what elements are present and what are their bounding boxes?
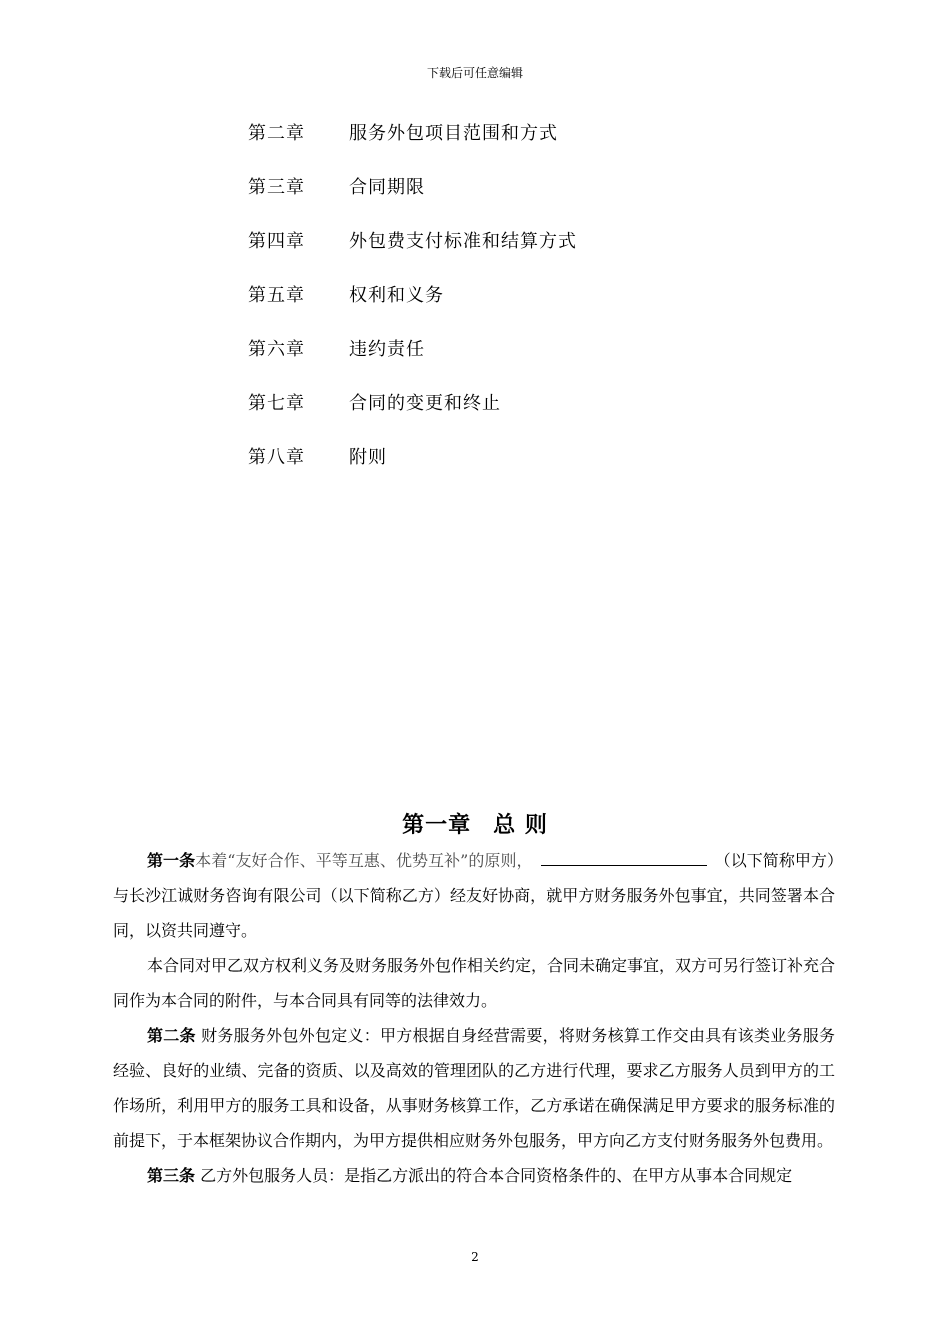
toc-chapter-number: 第六章 — [248, 339, 305, 360]
fill-in-blank — [541, 847, 707, 866]
article-paragraph — [113, 843, 835, 948]
toc-chapter-number: 第八章 — [248, 447, 305, 468]
article-text: 本着“友好合作、平等互惠、优势互补”的原则， — [195, 851, 533, 870]
toc-chapter-title: 权利和义务 — [349, 285, 444, 306]
chapter-heading — [0, 810, 950, 840]
toc-chapter-number: 第七章 — [248, 393, 305, 414]
page-header: 下载后可任意编辑 — [426, 66, 523, 80]
toc-chapter-title: 违约责任 — [349, 339, 425, 360]
toc-chapter-title: 附则 — [349, 447, 387, 468]
chapter-title: 总 则 — [493, 812, 548, 838]
article-paragraph — [113, 1158, 835, 1193]
toc-chapter-title: 服务外包项目范围和方式 — [349, 123, 558, 144]
toc-chapter-number: 第二章 — [248, 123, 305, 144]
toc-chapter-number: 第三章 — [248, 177, 305, 198]
document-body — [113, 843, 835, 1193]
toc-chapter-title: 合同的变更和终止 — [349, 393, 501, 414]
article-label: 第二条 — [147, 1026, 196, 1045]
article-text: （以下简称甲方）与长沙江诚财务咨询有限公司（以下简称乙方）经友好协商，就甲方财务服务外包事宜，共同签署本合同，以资共同遵守。 — [113, 851, 835, 940]
article-text: 财务服务外包外包定义：甲方根据自身经营需要，将财务核算工作交由具有该类业务服务经验、良好的业绩、完备的资质、以及高效的管理团队的乙方进行代理，要求乙方服务人员到甲方的工作场所，利用甲方的服务工具和设备，从事财务核算工作，乙方承诺在确保满足甲方要求的服务标准的前提下，于本框架协议合作期内，为甲方提供相应财务外包服务，甲方向乙方支付财务服务外包费用。 — [113, 1026, 835, 1150]
article-text: 乙方外包服务人员：是指乙方派出的符合本合同资格条件的、在甲方从事本合同规定 — [195, 1166, 793, 1185]
toc-chapter-number: 第五章 — [248, 285, 305, 306]
page-number: 2 — [471, 1250, 479, 1264]
toc-chapter-title: 外包费支付标准和结算方式 — [349, 231, 577, 252]
toc-chapter-number: 第四章 — [248, 231, 305, 252]
article-label: 第三条 — [147, 1166, 196, 1185]
article-label: 第一条 — [147, 851, 196, 870]
body-paragraph: 本合同对甲乙双方权利义务及财务服务外包作相关约定，合同未确定事宜，双方可另行签订补充合同作为本合同的附件，与本合同具有同等的法律效力。 — [113, 956, 836, 1010]
chapter-number: 第一章 — [402, 812, 472, 838]
article-paragraph — [113, 1018, 835, 1158]
toc-chapter-title: 合同期限 — [349, 177, 425, 198]
